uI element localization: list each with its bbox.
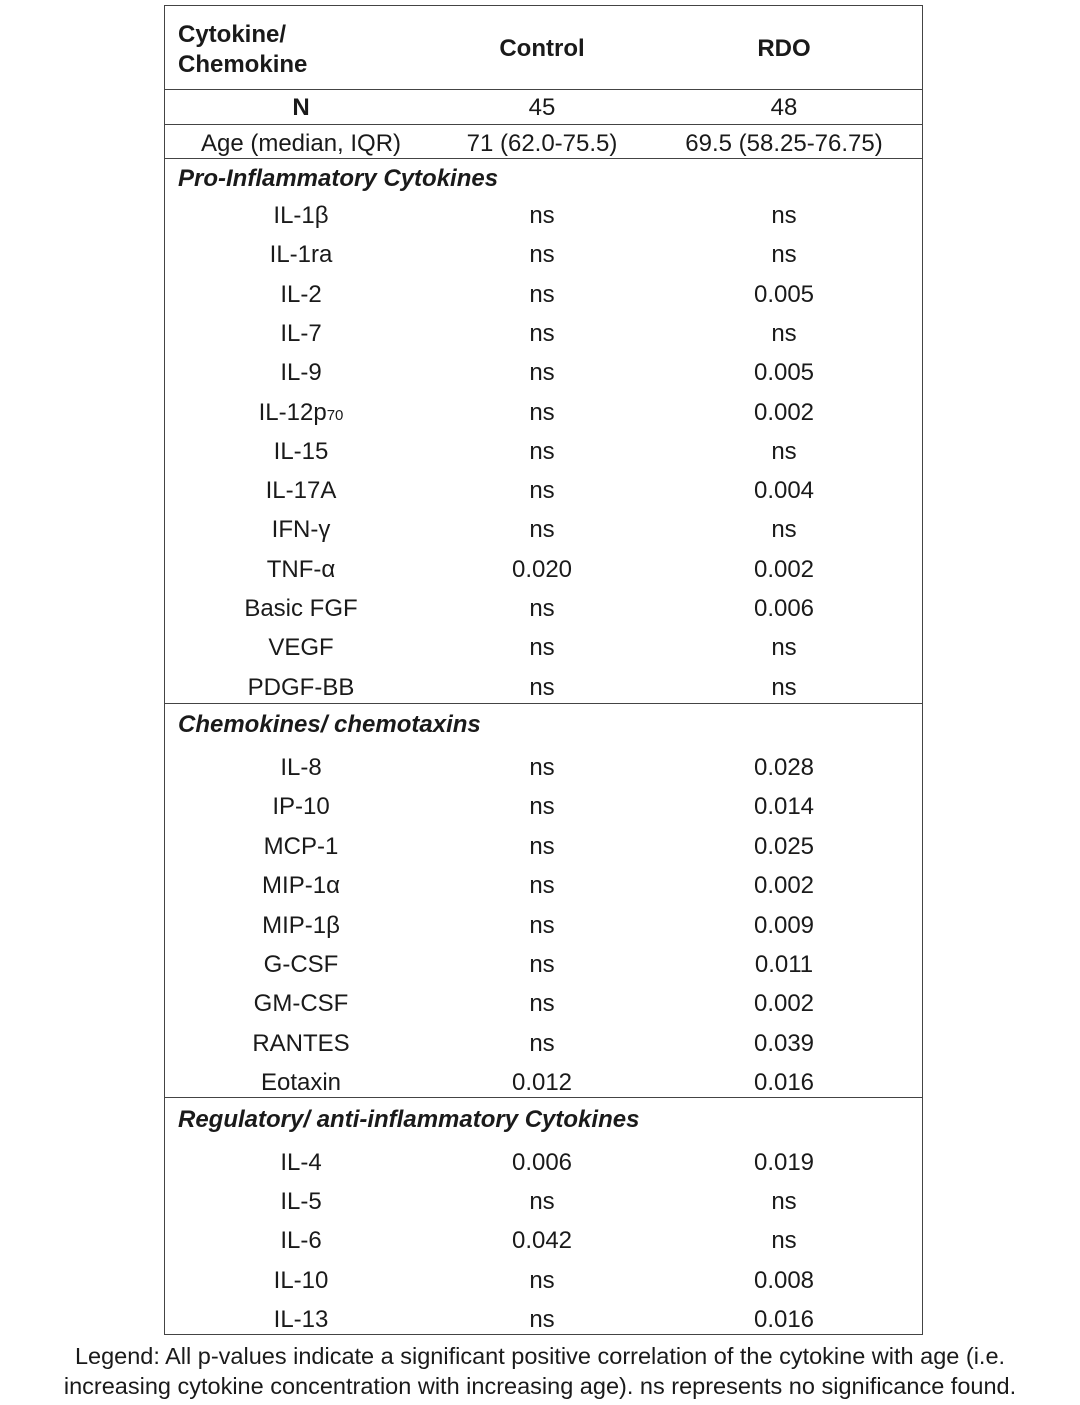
rdo-value: ns: [771, 634, 797, 661]
control-value: ns: [529, 1267, 555, 1294]
cytokine-name: IL-9: [280, 359, 322, 386]
rdo-value: 0.019: [753, 1149, 815, 1176]
header-control: Control: [499, 35, 585, 62]
header-cytokine: [178, 20, 307, 80]
control-value: ns: [529, 516, 555, 543]
cytokine-name: IL-13: [273, 1306, 329, 1333]
control-value: 0.042: [511, 1227, 573, 1254]
cytokine-name: IL-8: [280, 754, 322, 781]
rdo-value: 0.006: [753, 595, 815, 622]
control-value: ns: [529, 912, 555, 939]
rdo-value: ns: [771, 674, 797, 701]
cytokine-name: Basic FGF: [244, 595, 358, 622]
control-value: ns: [529, 320, 555, 347]
rdo-value: ns: [771, 1227, 797, 1254]
rdo-value: ns: [771, 1188, 797, 1215]
cytokine-name: IL-2: [280, 281, 322, 308]
control-value: ns: [529, 477, 555, 504]
n-label: N: [292, 94, 310, 121]
control-value: ns: [529, 674, 555, 701]
cytokine-name: IL-15: [273, 438, 329, 465]
control-value: ns: [529, 438, 555, 465]
cytokine-name: RANTES: [252, 1030, 350, 1057]
rdo-value: 0.039: [753, 1030, 815, 1057]
cytokine-name: IL-1ra: [269, 241, 333, 268]
control-value: ns: [529, 793, 555, 820]
cytokine-name: IL-12p70: [258, 399, 344, 426]
control-value: 0.006: [511, 1149, 573, 1176]
header-rdo: RDO: [757, 35, 811, 62]
cytokine-name: IL-5: [280, 1188, 322, 1215]
control-value: ns: [529, 1188, 555, 1215]
section-title: Chemokines/ chemotaxins: [178, 711, 481, 738]
rdo-value: ns: [771, 320, 797, 347]
cytokine-name: IL-1β: [273, 202, 329, 229]
section-title: Regulatory/ anti-inflammatory Cytokines: [178, 1106, 640, 1133]
n-control: 45: [528, 94, 556, 121]
control-value: ns: [529, 241, 555, 268]
rdo-value: 0.009: [753, 912, 815, 939]
section-title: Pro-Inflammatory Cytokines: [178, 165, 499, 192]
rdo-value: 0.016: [753, 1306, 815, 1333]
age-label: Age (median, IQR): [200, 130, 402, 157]
rdo-value: 0.028: [753, 754, 815, 781]
rdo-value: 0.008: [753, 1267, 815, 1294]
cytokine-name: MIP-1α: [262, 872, 340, 899]
section-divider: [164, 703, 923, 704]
cytokine-name: IP-10: [272, 793, 330, 820]
age-rdo: 69.5 (58.25-76.75): [685, 130, 883, 157]
control-value: 0.020: [511, 556, 573, 583]
rdo-value: 0.002: [753, 556, 815, 583]
cytokine-name: MCP-1: [263, 833, 339, 860]
control-value: ns: [529, 951, 555, 978]
rdo-value: 0.002: [753, 990, 815, 1017]
rdo-value: 0.014: [753, 793, 815, 820]
rdo-value: 0.025: [753, 833, 815, 860]
control-value: ns: [529, 399, 555, 426]
rdo-value: ns: [771, 202, 797, 229]
rdo-value: 0.004: [753, 477, 815, 504]
legend: [0, 1341, 1080, 1401]
header-cytokine-line1: Cytokine/: [178, 21, 287, 48]
control-value: ns: [529, 872, 555, 899]
cytokine-name: MIP-1β: [262, 912, 340, 939]
header-cytokine-line2: Chemokine: [178, 51, 308, 78]
age-control: 71 (62.0-75.5): [466, 130, 618, 157]
section-divider: [164, 1097, 923, 1098]
rdo-value: 0.005: [753, 281, 815, 308]
control-value: ns: [529, 281, 555, 308]
control-value: ns: [529, 202, 555, 229]
cytokine-name: IL-10: [273, 1267, 329, 1294]
control-value: 0.012: [511, 1069, 573, 1096]
legend-line2: increasing cytokine concentration with increasing age). ns represents no significance found.: [63, 1373, 1017, 1399]
cytokine-name: IL-17A: [265, 477, 337, 504]
control-value: ns: [529, 1306, 555, 1333]
rdo-value: 0.002: [753, 399, 815, 426]
rdo-value: 0.011: [754, 951, 814, 978]
cytokine-name: VEGF: [268, 634, 334, 661]
rdo-value: 0.002: [753, 872, 815, 899]
control-value: ns: [529, 833, 555, 860]
rdo-value: ns: [771, 516, 797, 543]
row-divider: [164, 124, 923, 125]
cytokine-name: TNF-α: [266, 556, 336, 583]
legend-line1: Legend: All p-values indicate a significant positive correlation of the cytokine with age (i.e.: [74, 1343, 1006, 1369]
control-value: ns: [529, 634, 555, 661]
cytokine-name: IL-7: [280, 320, 322, 347]
control-value: ns: [529, 1030, 555, 1057]
cytokine-name: IFN-γ: [271, 516, 331, 543]
row-divider: [164, 158, 923, 159]
control-value: ns: [529, 754, 555, 781]
cytokine-name: Eotaxin: [260, 1069, 342, 1096]
control-value: ns: [529, 359, 555, 386]
n-rdo: 48: [770, 94, 798, 121]
control-value: ns: [529, 990, 555, 1017]
cytokine-name: GM-CSF: [253, 990, 349, 1017]
rdo-value: ns: [771, 241, 797, 268]
rdo-value: 0.005: [753, 359, 815, 386]
header-divider: [164, 89, 923, 90]
control-value: ns: [529, 595, 555, 622]
cytokine-name: IL-6: [280, 1227, 322, 1254]
rdo-value: 0.016: [753, 1069, 815, 1096]
cytokine-name: G-CSF: [263, 951, 339, 978]
cytokine-name: PDGF-BB: [247, 674, 355, 701]
rdo-value: ns: [771, 438, 797, 465]
cytokine-name: IL-4: [280, 1149, 322, 1176]
